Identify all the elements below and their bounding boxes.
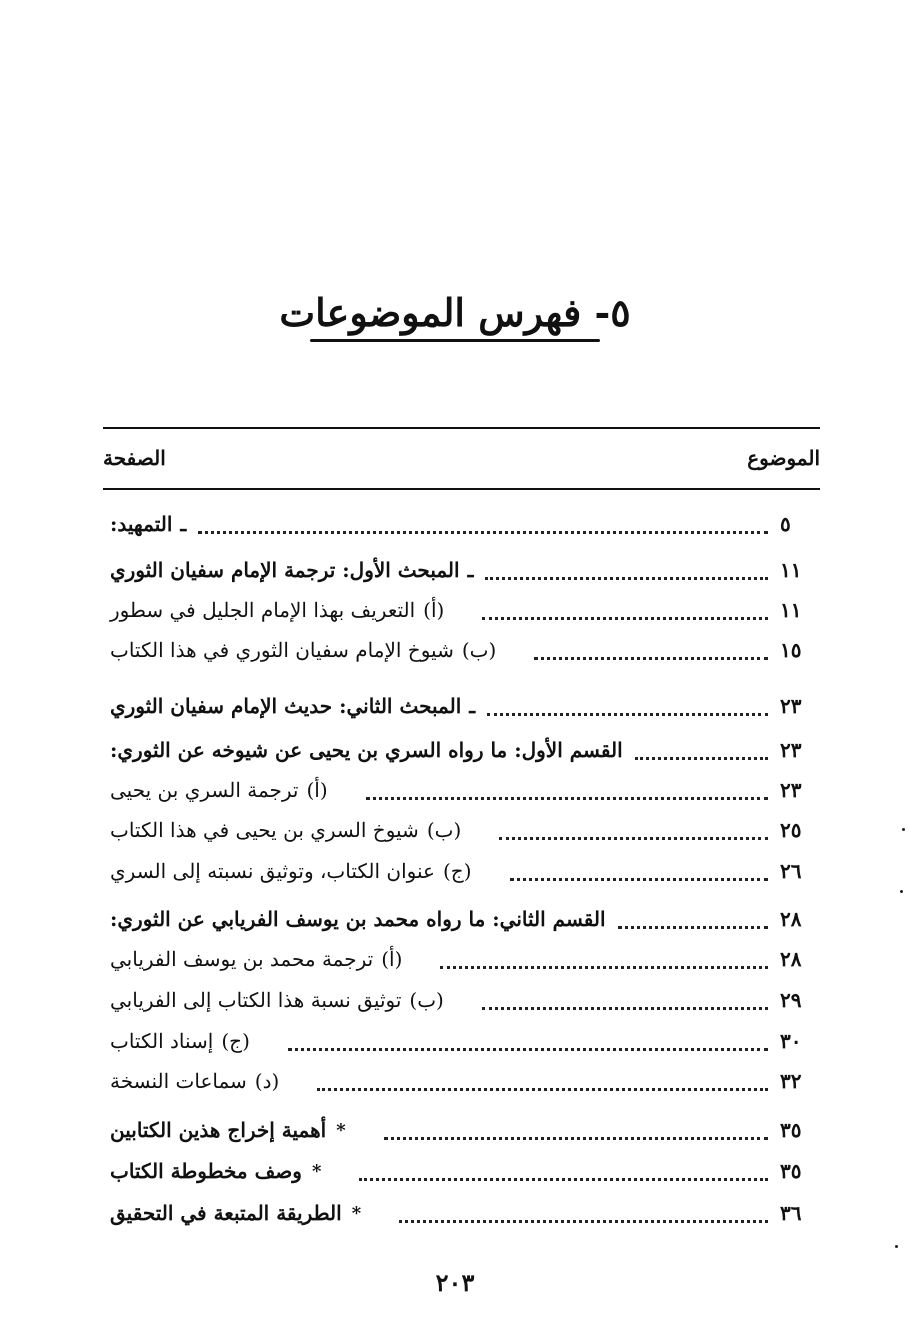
scan-speck <box>902 828 905 831</box>
entry-prefix: * <box>351 1202 362 1224</box>
entry-label: التمهيد: <box>110 512 173 536</box>
entry-label: سماعات النسخة <box>110 1069 247 1093</box>
toc-entry <box>110 595 820 625</box>
leader-dots <box>534 653 768 660</box>
toc-entry <box>110 904 820 934</box>
entry-page: ١١ <box>780 598 802 622</box>
entry-prefix: * <box>336 1119 346 1141</box>
entry-label: التعريف بهذا الإمام الجليل في سطور <box>110 598 416 622</box>
scan-speck <box>895 1245 898 1248</box>
entry-page: ٣٢ <box>780 1069 802 1093</box>
entry-page: ٢٩ <box>780 988 802 1012</box>
entry-prefix: (ب) <box>426 818 462 842</box>
entry-page: ٣٦ <box>780 1201 802 1225</box>
toc-entry <box>110 691 820 721</box>
leader-dots <box>359 1174 768 1181</box>
toc-entry <box>110 1156 820 1186</box>
toc-entry <box>110 1026 820 1056</box>
entry-label: شيوخ الإمام سفيان الثوري في هذا الكتاب <box>110 638 454 662</box>
leader-dots <box>635 753 768 760</box>
toc-entry <box>110 775 820 805</box>
leader-dots <box>482 613 768 620</box>
entry-prefix: (أ) <box>423 598 445 622</box>
leader-dots <box>440 962 768 969</box>
leader-dots <box>384 1133 768 1140</box>
entry-page: ٢٦ <box>780 859 802 883</box>
entry-label: الطريقة المتبعة في التحقيق <box>110 1201 342 1225</box>
entry-label: أهمية إخراج هذين الكتابين <box>110 1118 327 1142</box>
entry-page: ٢٨ <box>780 907 802 931</box>
entry-prefix: ـ <box>469 694 476 718</box>
entry-page: ٣٥ <box>780 1159 802 1183</box>
entry-page: ٢٥ <box>780 818 802 842</box>
entry-label: ترجمة السري بن يحيى <box>110 778 299 802</box>
entry-label: توثيق نسبة هذا الكتاب إلى الفريابي <box>110 988 402 1012</box>
leader-dots <box>482 1003 768 1010</box>
toc-entry <box>110 555 820 585</box>
entry-page: ٢٨ <box>780 947 802 971</box>
toc-entry <box>110 815 820 845</box>
entry-page: ٣٠ <box>780 1029 802 1053</box>
leader-dots <box>487 709 768 716</box>
toc-entry <box>110 635 820 665</box>
entry-label: عنوان الكتاب، وتوثيق نسبته إلى السري <box>110 859 435 883</box>
leader-dots <box>510 874 769 881</box>
entry-page: ٥ <box>780 512 791 536</box>
toc-entry <box>110 856 820 886</box>
entry-prefix: (ج) <box>221 1029 250 1053</box>
entry-page: ٢٣ <box>780 738 802 762</box>
leader-dots <box>485 573 768 580</box>
header-topic: الموضوع <box>747 446 820 470</box>
entry-prefix: ـ <box>467 558 474 582</box>
toc-list <box>110 0 820 1333</box>
leader-dots <box>366 793 768 800</box>
leader-dots <box>317 1084 768 1091</box>
leader-dots <box>618 922 768 929</box>
toc-entry <box>110 735 820 765</box>
entry-page: ٣٥ <box>780 1118 802 1142</box>
entry-prefix: (ب) <box>409 988 444 1012</box>
leader-dots <box>399 1216 768 1223</box>
leader-dots <box>198 527 768 534</box>
toc-entry <box>110 1066 820 1096</box>
entry-page: ٢٣ <box>780 694 802 718</box>
entry-prefix: * <box>311 1160 322 1182</box>
entry-page: ١١ <box>780 558 802 582</box>
toc-entry <box>110 944 820 974</box>
entry-prefix: (د) <box>254 1069 280 1093</box>
header-page: الصفحة <box>103 446 166 470</box>
entry-page: ٢٣ <box>780 778 802 802</box>
entry-label: إسناد الكتاب <box>110 1029 214 1053</box>
entry-label: ترجمة محمد بن يوسف الفريابي <box>110 947 374 971</box>
entry-prefix: (أ) <box>381 947 403 971</box>
toc-entry <box>110 1115 820 1145</box>
scan-speck <box>900 890 903 893</box>
entry-page: ١٥ <box>780 638 802 662</box>
entry-label: المبحث الثاني: حديث الإمام سفيان الثوري <box>110 694 462 718</box>
toc-entry <box>110 985 820 1015</box>
entry-prefix: ـ <box>180 512 187 536</box>
leader-dots <box>288 1044 768 1051</box>
entry-label: القسم الأول: ما رواه السري بن يحيى عن شيوخه عن الثوري: <box>110 738 623 762</box>
entry-label: المبحث الأول: ترجمة الإمام سفيان الثوري <box>110 558 460 582</box>
page-number: ٢٠٣ <box>435 1268 475 1297</box>
entry-label: شيوخ السري بن يحيى في هذا الكتاب <box>110 818 419 842</box>
entry-prefix: (أ) <box>306 778 328 802</box>
toc-entry <box>110 509 820 539</box>
entry-prefix: (ج) <box>442 859 472 883</box>
entry-label: وصف مخطوطة الكتاب <box>110 1159 302 1183</box>
entry-label: القسم الثاني: ما رواه محمد بن يوسف الفريابي عن الثوري: <box>110 907 606 931</box>
page-title-text: ٥- فهرس الموضوعات <box>279 290 631 335</box>
toc-entry <box>110 1198 820 1228</box>
entry-prefix: (ب) <box>461 638 497 662</box>
leader-dots <box>499 833 768 840</box>
